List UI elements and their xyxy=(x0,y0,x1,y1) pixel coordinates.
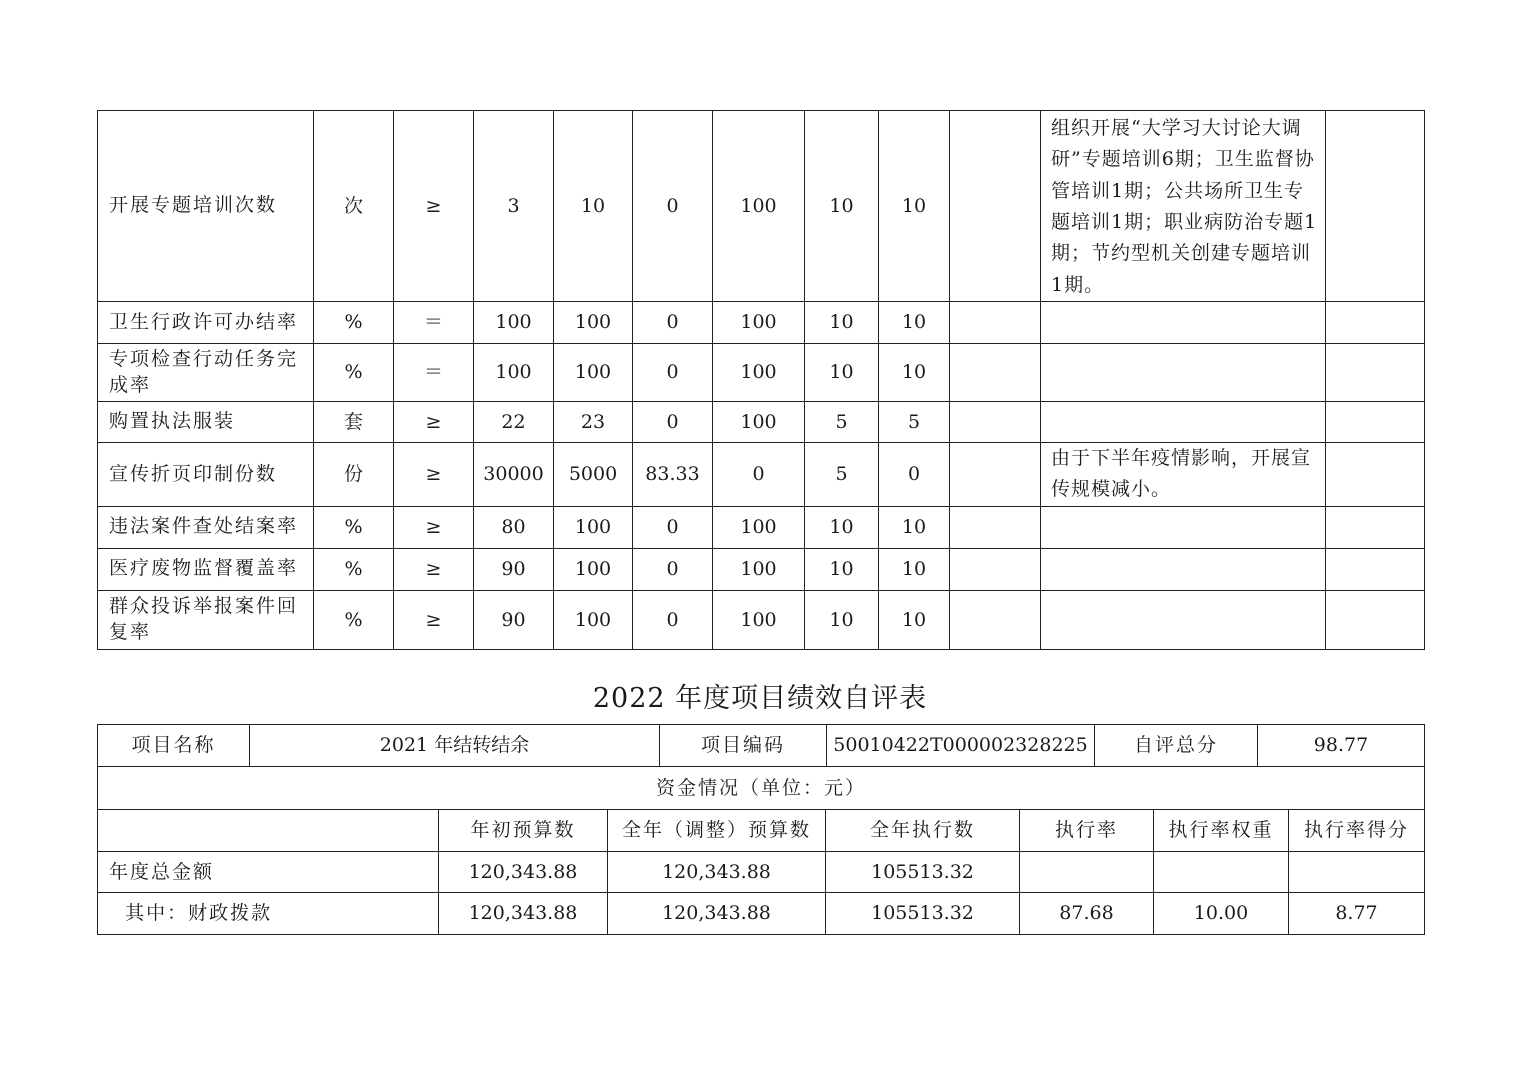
project-code-value: 50010422T000002328225 xyxy=(827,725,1095,767)
indicator-op: ≥ xyxy=(394,111,474,302)
indicator-blank xyxy=(950,548,1041,590)
indicator-score-rate: 100 xyxy=(713,344,805,402)
indicator-unit: 次 xyxy=(314,111,394,302)
funds-heading-row xyxy=(98,767,1425,810)
indicator-note: 组织开展“大学习大讨论大调研”专题培训6期；卫生监督协管培训1期；公共场所卫生专题培训1期；职业病防治专题1期；节约型机关创建专题培训1期。 xyxy=(1041,111,1326,302)
indicator-target: 100 xyxy=(474,344,554,402)
indicator-weight: 10 xyxy=(805,506,879,548)
indicator-note xyxy=(1041,506,1326,548)
indicator-actual: 100 xyxy=(554,302,633,344)
funds-cell: 10.00 xyxy=(1154,893,1289,935)
indicator-dev: 83.33 xyxy=(633,443,713,507)
funds-column-header: 执行率 xyxy=(1020,810,1154,852)
indicator-op: ≥ xyxy=(394,590,474,649)
indicator-blank xyxy=(950,506,1041,548)
indicator-name: 专项检查行动任务完成率 xyxy=(98,344,314,402)
indicator-dev: 0 xyxy=(633,590,713,649)
indicator-unit: 套 xyxy=(314,402,394,443)
indicator-row xyxy=(98,111,1425,302)
indicator-score-rate: 100 xyxy=(713,548,805,590)
indicator-score: 10 xyxy=(879,590,950,649)
indicator-extra xyxy=(1326,302,1425,344)
indicator-actual: 100 xyxy=(554,548,633,590)
indicator-weight: 10 xyxy=(805,590,879,649)
indicator-unit: % xyxy=(314,590,394,649)
indicator-actual: 100 xyxy=(554,506,633,548)
funds-cell: 120,343.88 xyxy=(608,893,826,935)
indicator-actual: 5000 xyxy=(554,443,633,507)
indicator-op: ＝ xyxy=(394,302,474,344)
page-title: 2022 年度项目绩效自评表 xyxy=(592,683,928,714)
funds-table xyxy=(97,809,1425,935)
indicator-score-rate: 100 xyxy=(713,402,805,443)
indicator-blank xyxy=(950,590,1041,649)
indicator-blank xyxy=(950,402,1041,443)
funds-cell: 8.77 xyxy=(1289,893,1425,935)
indicator-note: 由于下半年疫情影响，开展宣传规模减小。 xyxy=(1041,443,1326,507)
indicator-blank xyxy=(950,111,1041,302)
indicator-weight: 5 xyxy=(805,402,879,443)
indicator-note xyxy=(1041,302,1326,344)
total-score-label: 自评总分 xyxy=(1095,725,1258,767)
indicator-score: 10 xyxy=(879,111,950,302)
indicator-dev: 0 xyxy=(633,302,713,344)
indicator-unit: 份 xyxy=(314,443,394,507)
funds-cell xyxy=(1154,852,1289,893)
funds-cell xyxy=(1020,852,1154,893)
indicator-op: ＝ xyxy=(394,344,474,402)
indicator-row xyxy=(98,443,1425,507)
funds-heading: 资金情况（单位：元） xyxy=(98,767,1425,810)
funds-column-header: 执行率得分 xyxy=(1289,810,1425,852)
indicator-target: 100 xyxy=(474,302,554,344)
indicator-target: 90 xyxy=(474,548,554,590)
indicator-score-rate: 0 xyxy=(713,443,805,507)
indicator-op: ≥ xyxy=(394,402,474,443)
indicator-name: 购置执法服装 xyxy=(98,402,314,443)
funds-row-label: 其中：财政拨款 xyxy=(98,893,439,935)
total-score-value: 98.77 xyxy=(1258,725,1425,767)
indicator-extra xyxy=(1326,402,1425,443)
indicator-name: 违法案件查处结案率 xyxy=(98,506,314,548)
indicator-target: 30000 xyxy=(474,443,554,507)
indicator-weight: 10 xyxy=(805,111,879,302)
indicator-name: 群众投诉举报案件回复率 xyxy=(98,590,314,649)
indicator-actual: 10 xyxy=(554,111,633,302)
funds-cell: 105513.32 xyxy=(826,852,1020,893)
performance-indicator-table xyxy=(97,110,1425,650)
indicator-score: 10 xyxy=(879,506,950,548)
indicator-name: 医疗废物监督覆盖率 xyxy=(98,548,314,590)
funds-cell xyxy=(1289,852,1425,893)
indicator-name: 卫生行政许可办结率 xyxy=(98,302,314,344)
indicator-weight: 10 xyxy=(805,548,879,590)
indicator-name: 宣传折页印制份数 xyxy=(98,443,314,507)
indicator-op: ≥ xyxy=(394,548,474,590)
indicator-extra xyxy=(1326,506,1425,548)
indicator-score-rate: 100 xyxy=(713,506,805,548)
indicator-score: 10 xyxy=(879,344,950,402)
funds-column-header: 全年执行数 xyxy=(826,810,1020,852)
funds-cell: 120,343.88 xyxy=(439,852,608,893)
indicator-blank xyxy=(950,344,1041,402)
funds-row-label: 年度总金额 xyxy=(98,852,439,893)
indicator-dev: 0 xyxy=(633,111,713,302)
indicator-score: 10 xyxy=(879,548,950,590)
indicator-row xyxy=(98,344,1425,402)
indicator-score-rate: 100 xyxy=(713,590,805,649)
funds-row xyxy=(98,893,1425,935)
indicator-note xyxy=(1041,402,1326,443)
funds-column-header xyxy=(98,810,439,852)
indicator-note xyxy=(1041,344,1326,402)
indicator-unit: % xyxy=(314,344,394,402)
funds-column-header: 全年（调整）预算数 xyxy=(608,810,826,852)
funds-cell: 105513.32 xyxy=(826,893,1020,935)
funds-column-header: 年初预算数 xyxy=(439,810,608,852)
project-name-label: 项目名称 xyxy=(98,725,250,767)
indicator-note xyxy=(1041,548,1326,590)
indicator-dev: 0 xyxy=(633,344,713,402)
indicator-row xyxy=(98,590,1425,649)
indicator-row xyxy=(98,548,1425,590)
indicator-blank xyxy=(950,443,1041,507)
funds-column-header: 执行率权重 xyxy=(1154,810,1289,852)
funds-cell: 120,343.88 xyxy=(439,893,608,935)
indicator-target: 22 xyxy=(474,402,554,443)
indicator-op: ≥ xyxy=(394,506,474,548)
indicator-target: 80 xyxy=(474,506,554,548)
funds-cell: 120,343.88 xyxy=(608,852,826,893)
indicator-target: 3 xyxy=(474,111,554,302)
indicator-blank xyxy=(950,302,1041,344)
indicator-dev: 0 xyxy=(633,548,713,590)
indicator-row xyxy=(98,402,1425,443)
project-code-label: 项目编码 xyxy=(660,725,827,767)
indicator-actual: 23 xyxy=(554,402,633,443)
indicator-target: 90 xyxy=(474,590,554,649)
indicator-weight: 10 xyxy=(805,302,879,344)
indicator-score: 10 xyxy=(879,302,950,344)
indicator-note xyxy=(1041,590,1326,649)
project-info-table xyxy=(97,724,1425,810)
indicator-dev: 0 xyxy=(633,402,713,443)
indicator-extra xyxy=(1326,344,1425,402)
indicator-score-rate: 100 xyxy=(713,111,805,302)
indicator-score: 5 xyxy=(879,402,950,443)
indicator-extra xyxy=(1326,590,1425,649)
indicator-actual: 100 xyxy=(554,344,633,402)
indicator-weight: 5 xyxy=(805,443,879,507)
indicator-score: 0 xyxy=(879,443,950,507)
indicator-dev: 0 xyxy=(633,506,713,548)
indicator-extra xyxy=(1326,111,1425,302)
indicator-weight: 10 xyxy=(805,344,879,402)
project-info-row xyxy=(98,725,1425,767)
funds-row xyxy=(98,852,1425,893)
indicator-row xyxy=(98,302,1425,344)
indicator-name: 开展专题培训次数 xyxy=(98,111,314,302)
indicator-actual: 100 xyxy=(554,590,633,649)
indicator-row xyxy=(98,506,1425,548)
indicator-unit: % xyxy=(314,506,394,548)
project-name-value: 2021 年结转结余 xyxy=(250,725,660,767)
funds-cell: 87.68 xyxy=(1020,893,1154,935)
funds-header-row xyxy=(98,810,1425,852)
indicator-score-rate: 100 xyxy=(713,302,805,344)
indicator-extra xyxy=(1326,548,1425,590)
indicator-unit: % xyxy=(314,548,394,590)
indicator-unit: % xyxy=(314,302,394,344)
indicator-op: ≥ xyxy=(394,443,474,507)
indicator-extra xyxy=(1326,443,1425,507)
